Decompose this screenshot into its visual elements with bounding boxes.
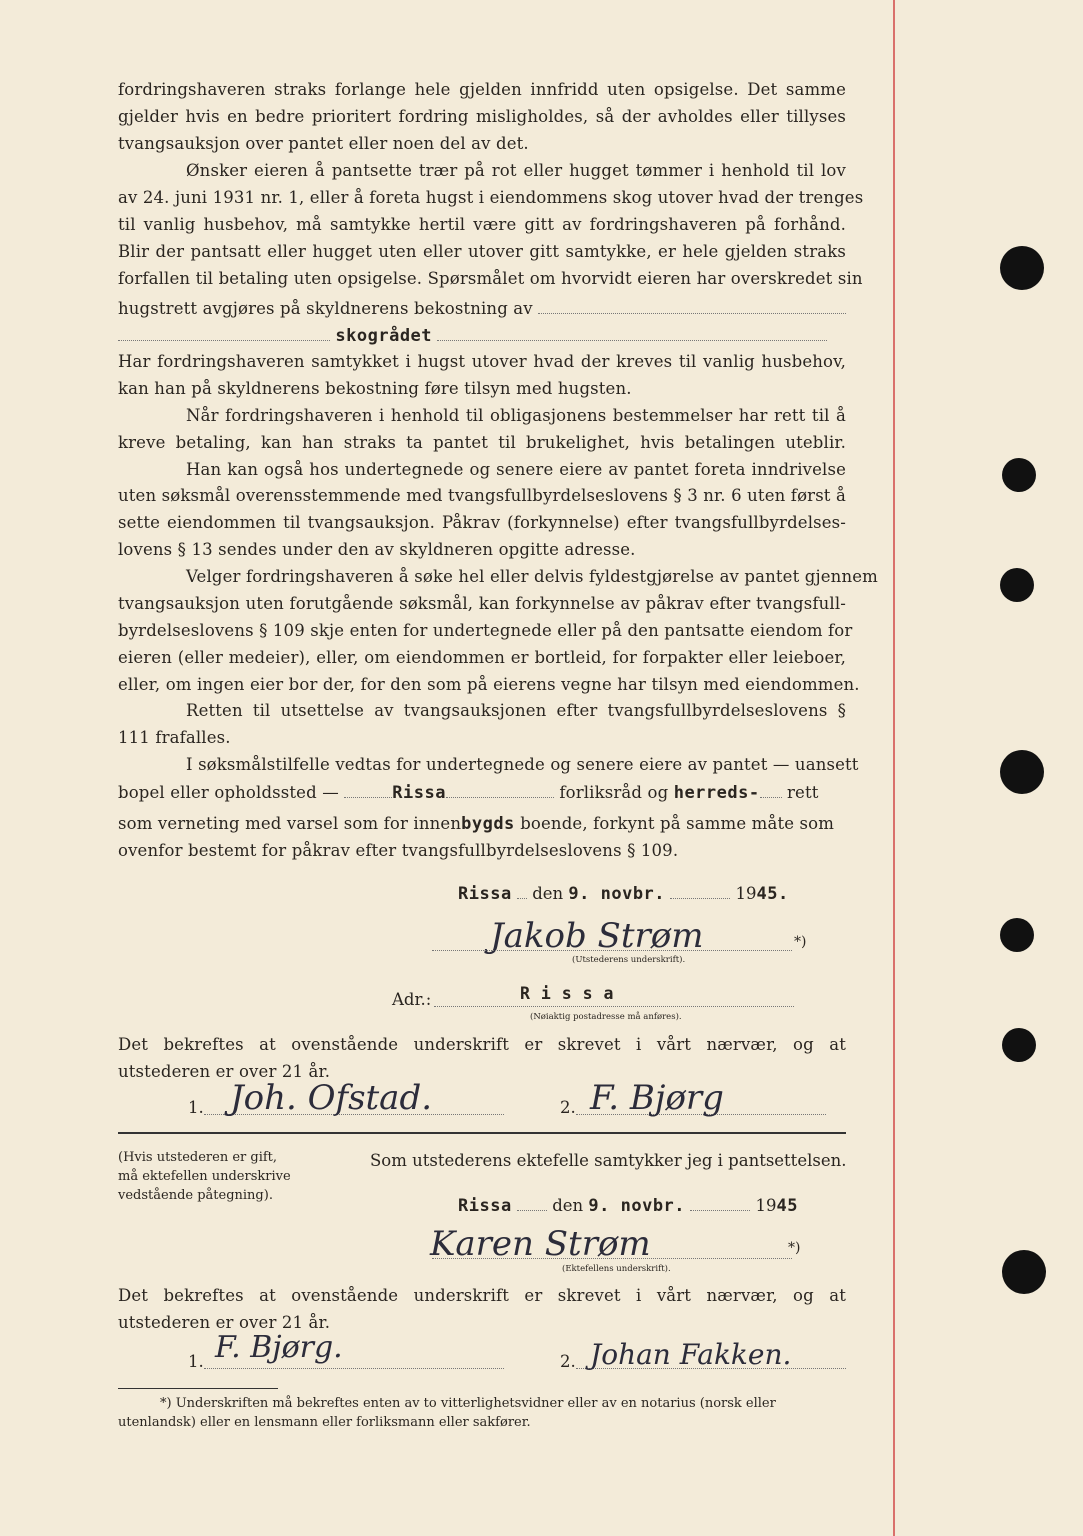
- year-suffix: 45: [776, 1196, 799, 1216]
- footnote-line: utenlandsk) eller en lensmann eller forliksmann eller sakfører.: [118, 1415, 531, 1430]
- fill-line: [118, 326, 827, 346]
- footnote-rule: [118, 1388, 278, 1389]
- date-line-2: [458, 1196, 798, 1216]
- body-line: eieren (eller medeier), eller, om eiendommen er bortleid, for forpakter eller leieboer,: [118, 648, 846, 667]
- body-line: fordringshaveren straks forlange hele gjelden innfridd uten opsigelse. Det samme: [118, 80, 846, 99]
- date-den: den: [532, 884, 564, 903]
- body-line: kreve betaling, kan han straks ta pantet til brukelighet, hvis betalingen uteblir.: [118, 433, 846, 452]
- fill-dots: [437, 340, 827, 341]
- spouse-note: må ektefellen underskrive: [118, 1169, 291, 1184]
- venue-court: herreds-: [673, 783, 760, 803]
- venue-line2-b: boende, forkynt på samme måte som: [520, 814, 835, 833]
- punch-hole: [1000, 750, 1044, 794]
- year-prefix: 19: [755, 1196, 777, 1215]
- year-prefix: 19: [735, 884, 757, 903]
- witness-number: 1.: [188, 1352, 204, 1371]
- body-line: av 24. juni 1931 nr. 1, eller å foreta hugst i eiendommens skog utover hvad der trenges: [118, 188, 864, 207]
- witness-signature: F. Bjørg: [590, 1078, 724, 1118]
- venue-line2-typed: bygds: [461, 814, 515, 834]
- body-line: Velger fordringshaveren å søke hel eller delvis fyldestgjørelse av pantet gjennem: [186, 567, 878, 586]
- body-line: byrdelseslovens § 109 skje enten for undertegnede eller på den pantsatte eiendom for: [118, 621, 853, 640]
- signature-caption: (Ektefellens underskrift).: [562, 1264, 671, 1274]
- body-line: sette eiendommen til tvangsauksjon. Påkrav (forkynnelse) efter tvangsfullbyrdelses-: [118, 513, 846, 532]
- punch-hole: [1002, 458, 1036, 492]
- punch-hole: [1000, 246, 1044, 290]
- spouse-note: (Hvis utstederen er gift,: [118, 1150, 278, 1165]
- body-line: Ønsker eieren å pantsette trær på rot eller hugget tømmer i henhold til lov: [186, 161, 846, 180]
- fill-dots: [517, 1210, 547, 1211]
- date-line-1: [458, 884, 789, 904]
- body-line: eller, om ingen eier bor der, for den som på eierens vegne har tilsyn med eiendommen.: [118, 675, 860, 694]
- witness-text: utstederen er over 21 år.: [118, 1313, 331, 1332]
- body-line: I søksmålstilfelle vedtas for undertegnede og senere eiere av pantet — uansett: [186, 755, 859, 774]
- signature-caption: (Utstederens underskrift).: [572, 955, 686, 965]
- footnote-line: *) Underskriften må bekreftes enten av to vitterlighetsvidner eller av en notarius (norsk eller: [160, 1396, 776, 1411]
- punch-hole: [1000, 568, 1034, 602]
- body-line: forfallen til betaling uten opsigelse. Spørsmålet om hvorvidt eieren har overskredet sin: [118, 269, 863, 288]
- address-value: R i s s a: [520, 984, 614, 1003]
- section-rule: [118, 1132, 846, 1134]
- fill-dots: [690, 1210, 750, 1211]
- year-suffix: 45.: [756, 884, 789, 904]
- signature-dots: [432, 1258, 792, 1259]
- margin-line: [893, 0, 895, 1536]
- fill-dots: [118, 340, 330, 341]
- witness-text: Det bekreftes at ovenstående underskrift er skrevet i vårt nærvær, og at: [118, 1035, 846, 1054]
- venue-line: [118, 783, 819, 803]
- venue-prefix: bopel eller opholdssted —: [118, 783, 339, 802]
- venue-suffix: rett: [787, 783, 819, 802]
- address-label: Adr.:: [392, 990, 432, 1009]
- witness-number: 1.: [188, 1098, 204, 1117]
- witness-text: Det bekreftes at ovenstående underskrift er skrevet i vårt nærvær, og at: [118, 1286, 846, 1305]
- body-line: Retten til utsettelse av tvangsauksjonen efter tvangsfullbyrdelseslovens §: [186, 701, 846, 720]
- body-line: gjelder hvis en bedre prioritert fordring misligholdes, så der avholdes eller tillyses: [118, 107, 846, 126]
- fill-dots: [446, 797, 554, 798]
- spouse-note: vedstående påtegning).: [118, 1188, 273, 1203]
- body-line: til vanlig husbehov, må samtykke hertil være gitt av fordringshaveren på forhånd.: [118, 215, 846, 234]
- body-line: Blir der pantsatt eller hugget uten eller utover gitt samtykke, er hele gjelden straks: [118, 242, 846, 261]
- witness-signature: Joh. Ofstad.: [230, 1078, 433, 1118]
- fill-dots: [760, 797, 782, 798]
- date-place: Rissa: [458, 884, 512, 904]
- venue-place: Rissa: [392, 783, 446, 803]
- witness-signature: F. Bjørg.: [215, 1330, 343, 1365]
- body-line: Han kan også hos undertegnede og senere eiere av pantet foreta inndrivelse: [186, 460, 846, 479]
- date-den: den: [552, 1196, 584, 1215]
- body-line: tvangsauksjon uten forutgående søksmål, kan forkynnelse av påkrav efter tvangsfull-: [118, 594, 846, 613]
- witness-number: 2.: [560, 1098, 576, 1117]
- witness-dots: [204, 1368, 504, 1369]
- venue-mid: forliksråd og: [559, 783, 669, 802]
- date-value: 9. novbr.: [568, 884, 666, 904]
- venue-line: ovenfor bestemt for påkrav efter tvangsfullbyrdelseslovens § 109.: [118, 841, 679, 860]
- address-dots: [434, 1006, 794, 1007]
- punch-hole: [1002, 1250, 1046, 1294]
- date-place: Rissa: [458, 1196, 512, 1216]
- fill-dots: [517, 898, 527, 899]
- punch-hole: [1002, 1028, 1036, 1062]
- body-line: Har fordringshaveren samtykket i hugst utover hvad der kreves til vanlig husbehov,: [118, 352, 846, 371]
- body-line: kan han på skyldnerens bekostning føre tilsyn med hugsten.: [118, 379, 632, 398]
- signature-star: *): [788, 1240, 801, 1256]
- witness-number: 2.: [560, 1352, 576, 1371]
- spouse-consent: Som utstederens ektefelle samtykker jeg i pantsettelsen.: [370, 1151, 847, 1170]
- signature-dots: [432, 950, 792, 951]
- venue-line2-a: som verneting med varsel som for innen: [118, 814, 462, 833]
- typed-skogradet: skogrådet: [335, 326, 433, 346]
- body-line: tvangsauksjon over pantet eller noen del av det.: [118, 134, 529, 153]
- body-line: 111 frafalles.: [118, 728, 231, 747]
- issuer-signature: Jakob Strøm: [490, 916, 704, 956]
- witness-signature: Johan Fakken.: [590, 1338, 792, 1371]
- body-line: [118, 299, 846, 318]
- fill-dots: [670, 898, 730, 899]
- spouse-signature: Karen Strøm: [430, 1224, 651, 1264]
- date-value: 9. novbr.: [588, 1196, 686, 1216]
- venue-line: [118, 814, 846, 834]
- fill-dots: [538, 313, 846, 314]
- signature-star: *): [794, 934, 807, 950]
- witness-text: utstederen er over 21 år.: [118, 1062, 331, 1081]
- fill-dots: [344, 797, 392, 798]
- body-line: lovens § 13 sendes under den av skyldneren opgitte adresse.: [118, 540, 636, 559]
- body-line: uten søksmål overensstemmende med tvangsfullbyrdelseslovens § 3 nr. 6 uten først å: [118, 486, 846, 505]
- punch-hole: [1000, 918, 1034, 952]
- body-line-text: hugstrett avgjøres på skyldnerens bekostning av: [118, 299, 533, 318]
- body-line: Når fordringshaveren i henhold til obligasjonens bestemmelser har rett til å: [186, 406, 846, 425]
- address-caption: (Nøiaktig postadresse må anføres).: [530, 1012, 682, 1022]
